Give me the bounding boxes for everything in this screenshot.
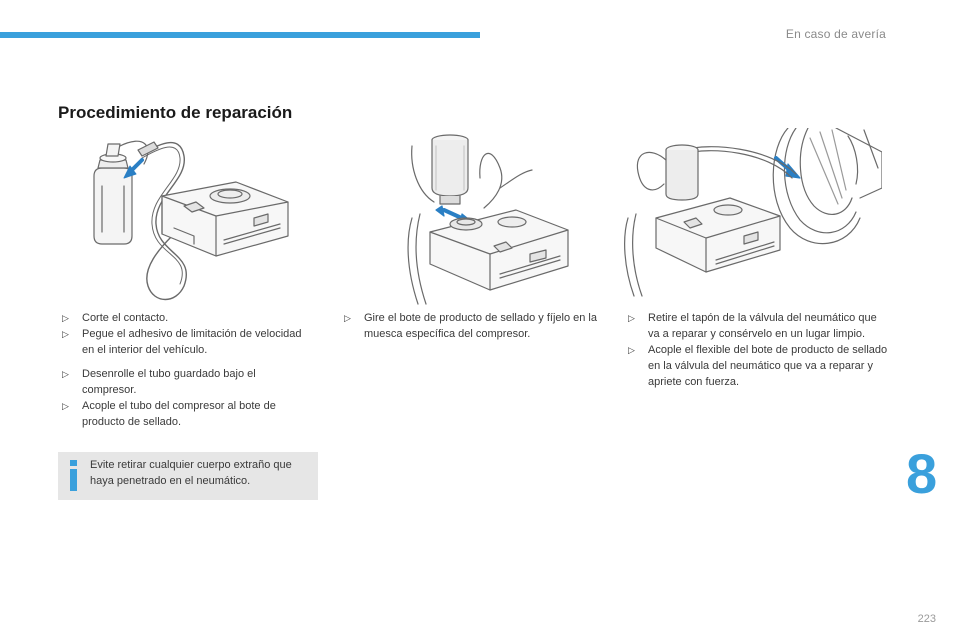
- steps-column-3: [626, 310, 891, 390]
- step-item: ▷ Desenrolle el tubo guardado bajo el compresor.: [62, 368, 256, 396]
- bullet-icon: ▷: [628, 313, 635, 323]
- step-item: ▷ Acople el flexible del bote de producto de sellado en la válvula del neumático que va a reparar y apriete con fuerza.: [628, 344, 888, 388]
- step-item: ▷ Pegue el adhesivo de limitación de velocidad en el interior del vehículo.: [62, 328, 302, 356]
- step-item: ▷ Acople el tubo del compresor al bote de producto de sellado.: [62, 400, 276, 428]
- header-accent-bar: [0, 32, 480, 38]
- steps-column-1: [60, 310, 310, 430]
- bottle-rotation-illustration: [400, 128, 580, 306]
- compressor-hose-illustration: [84, 136, 294, 306]
- bullet-icon: ▷: [62, 401, 69, 411]
- bullet-icon: ▷: [628, 345, 635, 355]
- page-title: Procedimiento de reparación: [58, 103, 293, 122]
- step-item: ▷ Gire el bote de producto de sellado y fíjelo en la muesca específica del compresor.: [344, 312, 597, 340]
- bullet-icon: ▷: [344, 313, 351, 323]
- info-note-text: Evite retirar cualquier cuerpo extraño que haya penetrado en el neumático.: [90, 459, 292, 487]
- page-number: 223: [917, 613, 936, 625]
- bullet-icon: ▷: [62, 369, 69, 379]
- step-item: ▷ Corte el contacto.: [62, 312, 169, 324]
- info-icon: [66, 458, 82, 494]
- section-header: En caso de avería: [785, 27, 886, 41]
- bullet-icon: ▷: [62, 329, 69, 339]
- chapter-number: 8: [906, 442, 938, 505]
- step-item: ▷ Retire el tapón de la válvula del neumático que va a reparar y consérvelo en un lugar limpio.: [628, 312, 877, 340]
- steps-column-2: [342, 310, 607, 342]
- bullet-icon: ▷: [62, 313, 69, 323]
- info-note: [58, 452, 318, 500]
- tyre-valve-illustration: [620, 128, 882, 300]
